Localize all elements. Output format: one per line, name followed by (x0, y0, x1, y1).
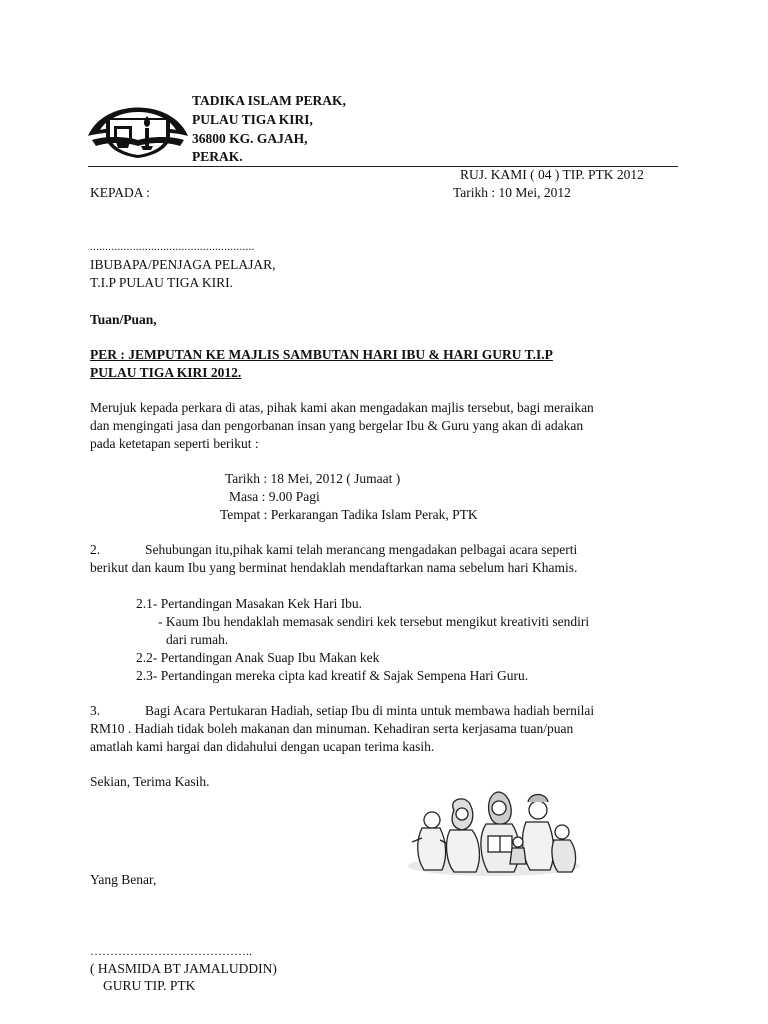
list-item: 2.2- Pertandingan Anak Suap Ibu Makan kek (136, 650, 380, 665)
sign-off: Yang Benar, (90, 872, 157, 887)
recipient-dots: ...................................................... (90, 241, 255, 253)
signatory-name: ( HASMIDA BT JAMALUDDIN) (90, 961, 277, 976)
list-item: 2.1- Pertandingan Masakan Kek Hari Ibu. (136, 596, 363, 611)
recipient-line: T.I.P PULAU TIGA KIRI. (90, 275, 233, 290)
school-crest-icon (84, 96, 192, 160)
school-name: TADIKA ISLAM PERAK, (192, 93, 346, 108)
reference-number: RUJ. KAMI ( 04 ) TIP. PTK 2012 (460, 167, 644, 182)
recipient-line: IBUBAPA/PENJAGA PELAJAR, (90, 257, 276, 272)
intro-line: dan mengingati jasa dan pengorbanan insan yang bergelar Ibu & Guru yang akan di adakan (90, 418, 584, 433)
subject-line: PER : JEMPUTAN KE MAJLIS SAMBUTAN HARI IBU & HARI GURU T.I.P (90, 347, 553, 362)
closing-line: Sekian, Terima Kasih. (90, 774, 210, 789)
paragraph-line: RM10 . Hadiah tidak boleh makanan dan minuman. Kehadiran serta kerjasama tuan/puan (90, 721, 574, 736)
subject-line: PULAU TIGA KIRI 2012. (90, 365, 242, 380)
paragraph-line: berikut dan kaum Ibu yang berminat hendaklah mendaftarkan nama sebelum hari Khamis. (90, 560, 578, 575)
signatory-title: GURU TIP. PTK (103, 978, 196, 993)
event-date: Tarikh : 18 Mei, 2012 ( Jumaat ) (225, 471, 401, 486)
intro-line: pada ketetapan seperti berikut : (90, 436, 259, 451)
mothers-and-children-clipart (402, 780, 584, 880)
paragraph-line: amatlah kami hargai dan didahului dengan ucapan terima kasih. (90, 739, 435, 754)
school-address-line: PERAK. (192, 149, 243, 164)
school-address-line: PULAU TIGA KIRI, (192, 112, 313, 127)
event-time: Masa : 9.00 Pagi (229, 489, 320, 504)
intro-line: Merujuk kepada perkara di atas, pihak kami akan mengadakan majlis tersebut, bagi meraikan (90, 400, 594, 415)
recipient-label: KEPADA : (90, 185, 150, 200)
list-item: 2.3- Pertandingan mereka cipta kad kreatif & Sajak Sempena Hari Guru. (136, 668, 529, 683)
salutation: Tuan/Puan, (90, 312, 157, 327)
event-place: Tempat : Perkarangan Tadika Islam Perak, PTK (220, 507, 478, 522)
list-item-note: dari rumah. (166, 632, 229, 647)
paragraph-number: 3. (90, 703, 101, 718)
paragraph-line: Sehubungan itu,pihak kami telah merancang mengadakan pelbagai acara seperti (145, 542, 578, 557)
paragraph-number: 2. (90, 542, 101, 557)
list-item-note: - Kaum Ibu hendaklah memasak sendiri kek tersebut mengikut kreativiti sendiri (158, 614, 590, 629)
school-address-line: 36800 KG. GAJAH, (192, 131, 308, 146)
signature-dots: ………………………………….. (90, 944, 252, 958)
paragraph-line: Bagi Acara Pertukaran Hadiah, setiap Ibu di minta untuk membawa hadiah bernilai (145, 703, 595, 718)
letter-date: Tarikh : 10 Mei, 2012 (453, 185, 571, 200)
